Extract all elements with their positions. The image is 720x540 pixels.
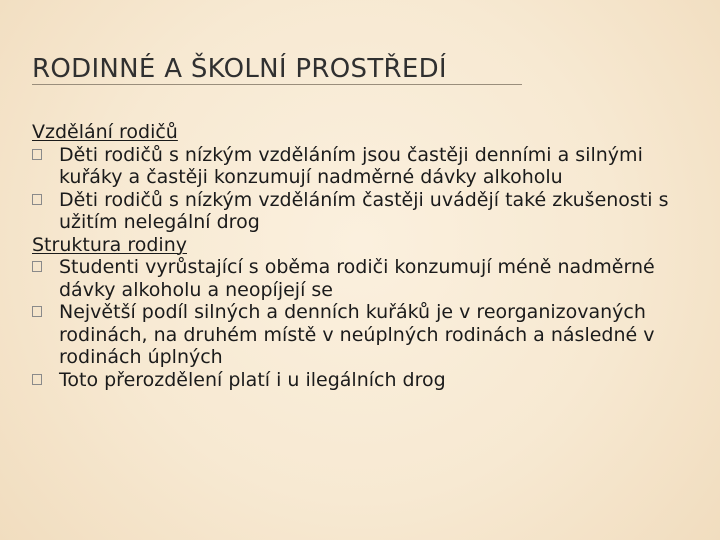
bullet-text: Děti rodičů s nízkým vzděláním častěji uvádějí také zkušenosti s užitím nelegální drog	[59, 188, 669, 233]
section-heading-family-structure: Struktura rodiny	[32, 233, 187, 256]
bullet-text: Toto přerozdělení platí i u ilegálních drog	[59, 368, 446, 391]
slide-content	[32, 121, 712, 391]
slide-title: RODINNÉ A ŠKOLNÍ PROSTŘEDÍ	[32, 54, 447, 84]
section-heading-education: Vzdělání rodičů	[32, 121, 178, 143]
square-bullet-icon	[32, 194, 42, 205]
square-bullet-icon	[32, 374, 42, 385]
bullet-item	[32, 189, 712, 234]
bullet-text: Děti rodičů s nízkým vzděláním jsou častěji denními a silnými kuřáky a častěji konzumují nadměrné dávky alkoholu	[59, 143, 643, 188]
square-bullet-icon	[32, 149, 42, 160]
square-bullet-icon	[32, 306, 42, 317]
bullet-text: Největší podíl silných a denních kuřáků je v reorganizovaných rodinách, na druhém místě v neúplných rodinách a následné v rodinách úplných	[59, 301, 655, 368]
bullet-item	[32, 301, 712, 369]
bullet-text: Studenti vyrůstající s oběma rodiči konzumují méně nadměrné dávky alkoholu a neopíjejí se	[59, 256, 655, 301]
square-bullet-icon	[32, 261, 42, 272]
title-underline	[32, 84, 522, 85]
bullet-item	[32, 256, 712, 301]
bullet-item	[32, 144, 712, 189]
bullet-item	[32, 369, 712, 392]
